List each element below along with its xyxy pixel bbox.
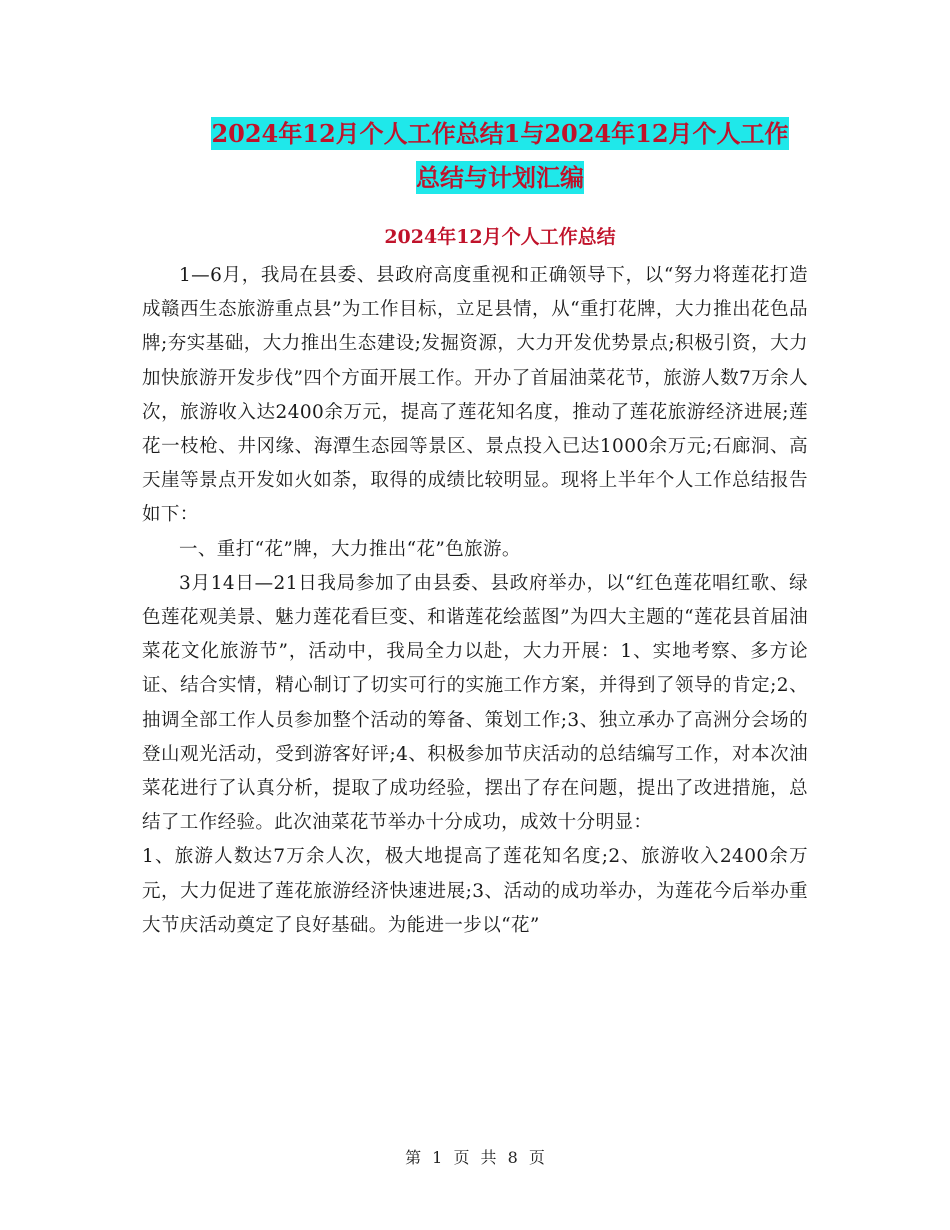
- paragraph-results: 1、旅游人数达7万余人次，极大地提高了莲花知名度;2、旅游收入2400余万元，大力促进了莲花旅游经济快速进展;3、活动的成功举办，为莲花今后举办重大节庆活动奠定了良好基础。为能进一步以“花”: [142, 846, 808, 936]
- body-text: [142, 259, 808, 943]
- document-title-line-1: 2024年12月个人工作总结1与2024年12月个人工作: [211, 119, 789, 148]
- document-title: [140, 112, 860, 200]
- paragraph-intro: 1—6月，我局在县委、县政府高度重视和正确领导下，以“努力将莲花打造成赣西生态旅游重点县”为工作目标，立足县情，从“重打花牌，大力推出花色品牌;夯实基础，大力推出生态建设;发掘资源，大力开发优势景点;积极引资，大力加快旅游开发步伐”四个方面开展工作。开办了首届油菜花节，旅游人数7万余人次，旅游收入达2400余万元，提高了莲花知名度，推动了莲花旅游经济进展;莲花一枝枪、井冈缘、海潭生态园等景区、景点投入已达1000余万元;石廊洞、高天崖等景点开发如火如荼，取得的成绩比较明显。现将上半年个人工作总结报告如下：: [142, 265, 808, 526]
- paragraph-heading-one: 一、重打“花”牌，大力推出“花”色旅游。: [179, 538, 521, 560]
- document-title-line-2: 总结与计划汇编: [416, 163, 584, 192]
- page-footer: 第 1 页 共 8 页: [405, 1148, 545, 1167]
- section-title: 2024年12月个人工作总结: [384, 226, 616, 248]
- paragraph-festival: 3月14日—21日我局参加了由县委、县政府举办，以“红色莲花唱红歌、绿色莲花观美景、魅力莲花看巨变、和谐莲花绘蓝图”为四大主题的“莲花县首届油菜花文化旅游节”，活动中，我局全力以赴，大力开展：1、实地考察、多方论证、结合实情，精心制订了切实可行的实施工作方案，并得到了领导的肯定;2、抽调全部工作人员参加整个活动的筹备、策划工作;3、独立承办了高洲分会场的登山观光活动，受到游客好评;4、积极参加节庆活动的总结编写工作，对本次油菜花进行了认真分析，提取了成功经验，摆出了存在问题，提出了改进措施，总结了工作经验。此次油菜花节举办十分成功，成效十分明显：: [142, 572, 808, 834]
